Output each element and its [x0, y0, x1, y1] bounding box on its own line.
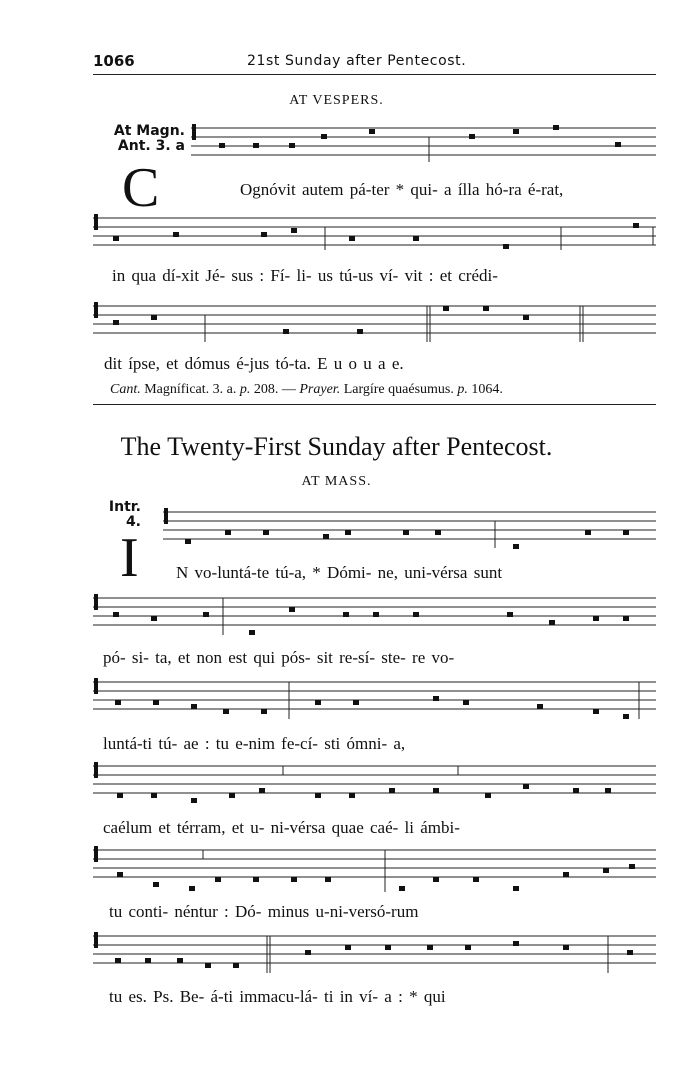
vespers-lyric-line-3: dit ípse, et dómus é-jus tó-ta. E u o u a e. — [104, 354, 404, 373]
mass-staff-5 — [93, 842, 656, 897]
prayer-text: Largíre quaésumus. — [340, 382, 458, 397]
mass-staff-2 — [93, 590, 656, 640]
mass-staff-1 — [93, 504, 656, 548]
mass-initial-letter: I — [120, 527, 139, 589]
vespers-staff-3 — [93, 298, 656, 342]
mass-lyric-line-4: caélum et térram, et u- ni-vérsa quae caé- li ámbi- — [103, 818, 460, 837]
page-number: 1066 — [93, 52, 135, 70]
running-title: 21st Sunday after Pentecost. — [247, 53, 467, 69]
mass-lyric-line-3: luntá-ti tú- ae : tu e-nim fe-cí- sti ómni- a, — [103, 734, 406, 753]
prayer-page: 1064. — [467, 382, 503, 397]
sunday-title: The Twenty-First Sunday after Pentecost. — [120, 432, 553, 461]
mass-lyric-line-2: pó- si- ta, et non est qui pós- sit re-sí- ste- re vo- — [103, 648, 455, 667]
introit-mode-number: 4. — [125, 514, 141, 530]
prayer-label: Prayer. — [299, 382, 341, 397]
cant-text: Magníficat. 3. a. — [140, 382, 240, 397]
vespers-lyric-line-2: in qua dí-xit Jé- sus : Fí- li- us tú-us ví- vit : et crédi- — [112, 266, 498, 285]
section-divider — [93, 404, 656, 405]
mass-staff-3 — [93, 674, 656, 724]
vespers-heading: AT VESPERS. — [289, 93, 384, 108]
page-abbrev-2: p. — [457, 382, 468, 397]
antiphon-label-line2: Ant. 3. a — [117, 138, 185, 154]
introit-label-line1: Intr. — [108, 499, 141, 515]
cant-label: Cant. — [110, 382, 141, 397]
header-rule — [93, 74, 656, 75]
mass-staff-4 — [93, 758, 656, 808]
vespers-footnote — [110, 382, 503, 398]
vespers-initial-letter: C — [122, 157, 160, 219]
mass-heading: AT MASS. — [301, 474, 372, 489]
page-abbrev-1: p. — [239, 382, 251, 397]
mass-lyric-line-1: N vo-luntá-te tú-a, * Dómi- ne, uni-vérsa sunt — [176, 563, 503, 582]
mass-lyric-line-5: tu conti- néntur : Dó- minus u-ni-versó-rum — [109, 902, 419, 921]
cant-page: 208. — — [250, 382, 300, 397]
vespers-lyric-line-1: Ognóvit autem pá-ter * qui- a ílla hó-ra é-rat, — [240, 180, 564, 199]
mass-lyric-line-6: tu es. Ps. Be- á-ti immacu-lá- ti in ví- a : * qui — [109, 987, 446, 1006]
vespers-staff-1 — [93, 120, 656, 162]
antiphon-label-line1: At Magn. — [113, 123, 185, 139]
vespers-staff-2 — [93, 210, 656, 250]
mass-staff-6 — [93, 928, 656, 978]
